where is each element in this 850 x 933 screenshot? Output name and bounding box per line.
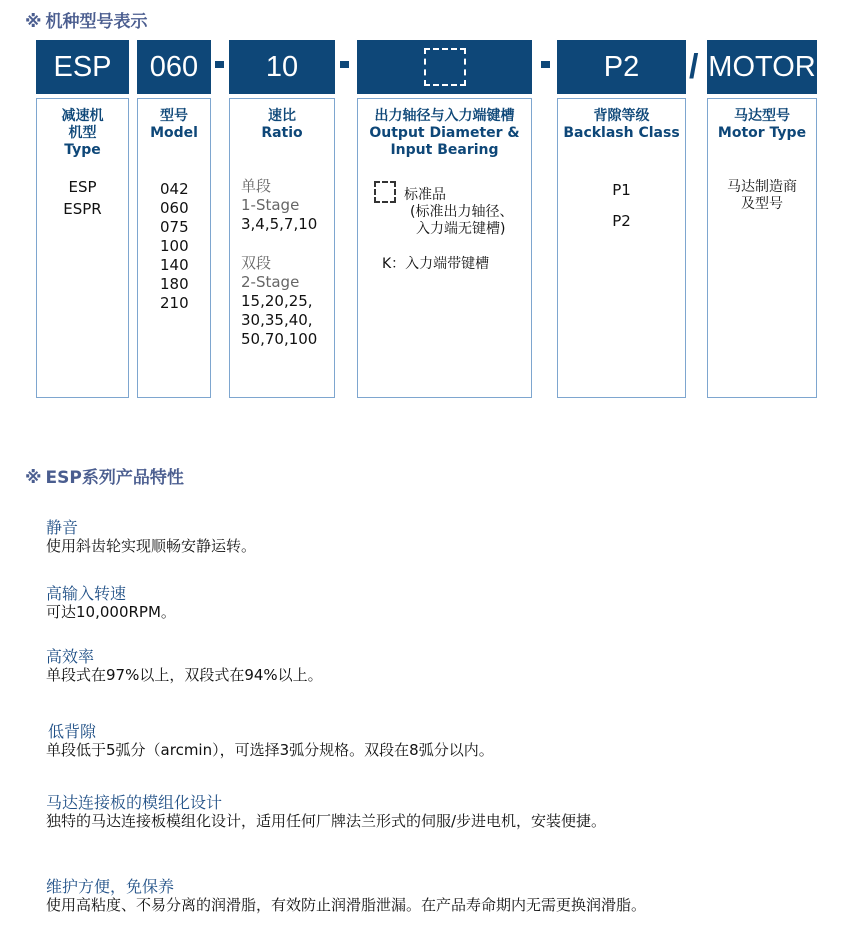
code-type: ESP [36,40,129,94]
header-line: 速比 [268,108,296,124]
list-item: 042 [160,180,189,198]
list-item: ESPR [63,200,102,218]
header-line: Type [64,142,101,158]
header-line: 机型 [68,125,97,141]
header-line: Output Diameter & [369,125,520,141]
separator-dash [541,61,550,68]
list-item: 140 [160,256,189,274]
code-output-diameter [357,40,532,94]
header-line: Input Bearing [390,142,499,158]
separator-slash: / [689,48,699,86]
column-body [138,180,210,313]
column-output-diameter [357,98,532,398]
header-line: 马达型号 [734,108,790,124]
double-stage-label: 双段 [241,254,272,272]
section-title-text: 机种型号表示 [45,12,148,32]
separator-dash [340,61,349,68]
column-body [558,175,685,237]
header-line: 出力轴径与入力端键槽 [374,108,515,124]
feature-title: 维护方便，免保养 [46,877,175,896]
standard-note: (标准出力轴径、 [410,204,514,220]
column-backlash [557,98,686,398]
feature-description: 可达10,000RPM。 [46,603,176,621]
feature-description: 单段低于5弧分（arcmin），可选择3弧分规格。双段在8弧分以内。 [46,741,494,759]
feature-item [46,584,176,622]
column-body [708,179,816,213]
code-model: 060 [137,40,211,94]
feature-description: 单段式在97%以上，双段式在94%以上。 [46,666,323,684]
reference-mark: ※ [25,468,42,488]
header-line: 型号 [160,108,188,124]
feature-description: 使用斜齿轮实现顺畅安静运转。 [46,537,257,555]
feature-item [46,793,606,831]
column-header [558,99,685,142]
feature-item [46,518,256,556]
feature-item [46,647,323,685]
standard-label: 标准品 [404,187,446,203]
code-ratio: 10 [229,40,335,94]
column-header [708,99,816,142]
column-model [137,98,211,398]
section-title-features [25,463,184,488]
list-item: 及型号 [741,196,783,212]
column-body [37,176,128,220]
code-motor: MOTOR [707,40,817,94]
reference-mark: ※ [25,12,42,32]
placeholder-box-icon [424,48,466,86]
feature-description: 独特的马达连接板模组化设计，适用任何厂牌法兰形式的伺服/步进电机，安装便捷。 [46,812,607,830]
double-stage-values: 15,20,25, [241,292,313,310]
header-line: Backlash Class [563,125,680,141]
feature-title: 马达连接板的模组化设计 [46,793,223,812]
list-item: P2 [612,212,631,230]
header-line: 背隙等级 [593,108,650,124]
column-header [358,99,531,159]
header-line: Ratio [261,125,303,141]
single-stage-en: 1-Stage [241,196,300,214]
feature-title: 高效率 [46,647,95,666]
single-stage-values: 3,4,5,7,10 [241,215,318,233]
double-stage-en: 2-Stage [241,273,300,291]
column-type [36,98,129,398]
feature-item [46,722,494,760]
feature-title: 低背隙 [48,722,97,741]
feature-description: 使用高粘度、不易分离的润滑脂，有效防止润滑脂泄漏。在产品寿命期内无需更换润滑脂。 [46,896,647,914]
list-item: 100 [160,237,189,255]
list-item: 180 [160,275,189,293]
placeholder-box-icon [374,181,396,203]
list-item: 马达制造商 [727,179,797,195]
column-header [37,99,128,159]
header-line: Motor Type [717,125,807,141]
column-body [230,177,334,349]
list-item: 060 [160,199,189,217]
column-body [358,181,531,273]
separator-dash [215,61,224,68]
feature-title: 静音 [46,518,79,537]
single-stage-label: 单段 [241,177,272,195]
column-motor [707,98,817,398]
double-stage-values: 50,70,100 [241,330,318,348]
list-item: P1 [612,181,631,199]
header-line: 减速机 [61,108,104,124]
k-option-label: K：入力端带键槽 [382,256,490,272]
list-item: 210 [160,294,189,312]
list-item: ESP [68,178,97,196]
double-stage-values: 30,35,40, [241,311,313,329]
list-item: 075 [160,218,189,236]
code-backlash: P2 [557,40,686,94]
header-line: Model [150,125,198,141]
section-title-model [25,7,148,32]
feature-title: 高输入转速 [46,584,127,603]
column-ratio [229,98,335,398]
section-title-text: ESP系列产品特性 [45,468,184,488]
column-header [138,99,210,142]
feature-item [46,877,646,915]
column-header [230,99,334,142]
standard-note: 入力端无键槽) [416,221,506,237]
